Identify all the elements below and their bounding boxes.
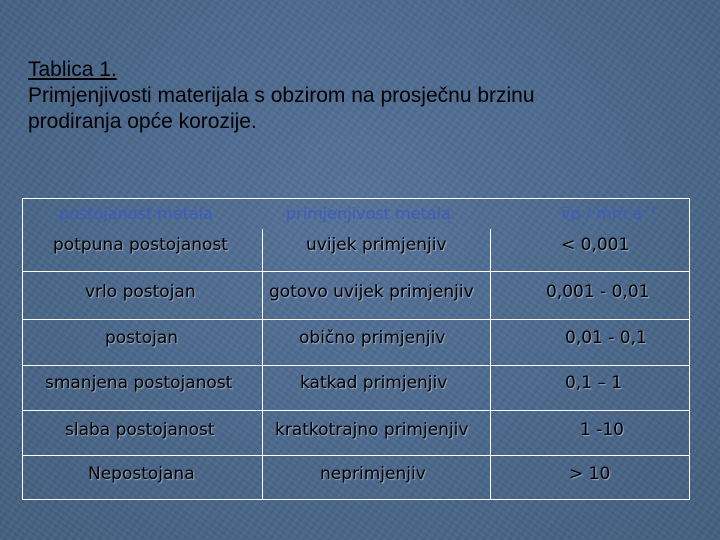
- title-line-2: Primjenjivosti materijala s obzirom na prosječnu brzinu: [28, 84, 535, 107]
- table-cell: smanjena postojanost: [45, 373, 233, 393]
- table-cell: kratkotrajno primjenjiv: [275, 420, 469, 440]
- table-cell: neprimjenjiv: [320, 464, 426, 484]
- table-cell: potpuna postojanost: [53, 235, 228, 255]
- corrosion-table: [22, 198, 690, 500]
- table-cell: postojan: [105, 328, 179, 348]
- title-line-3: prodiranja opće korozije.: [28, 110, 257, 133]
- table-cell: vrlo postojan: [85, 282, 196, 302]
- table-cell: 0,001 - 0,01: [546, 282, 650, 302]
- slide-title: [28, 57, 668, 135]
- table-row-divider: [23, 271, 689, 272]
- table-cell: slaba postojanost: [65, 420, 215, 440]
- table-row-divider: [23, 410, 689, 411]
- table-cell: < 0,001: [561, 235, 630, 255]
- table-cell: 0,01 - 0,1: [565, 328, 647, 348]
- table-cell: uvijek primjenjiv: [306, 235, 447, 255]
- header-brzina: v̄p / mm a⁻¹: [561, 204, 658, 223]
- table-cell: 0,1 – 1: [565, 373, 623, 393]
- table-cell: 1 -10: [580, 420, 624, 440]
- table-cell: Nepostojana: [88, 464, 195, 484]
- header-postojanost: postojanost metala: [59, 204, 213, 223]
- header-primjenjivost: primjenjivost metala: [286, 204, 451, 223]
- table-row-divider: [23, 365, 689, 366]
- table-row-divider: [23, 455, 689, 456]
- table-row-divider: [23, 319, 689, 320]
- table-cell: katkad primjenjiv: [300, 373, 448, 393]
- table-cell: gotovo uvijek primjenjiv: [269, 282, 474, 302]
- table-cell: > 10: [569, 464, 611, 484]
- table-caption-number: Tablica 1.: [28, 58, 117, 81]
- table-cell: obično primjenjiv: [299, 328, 446, 348]
